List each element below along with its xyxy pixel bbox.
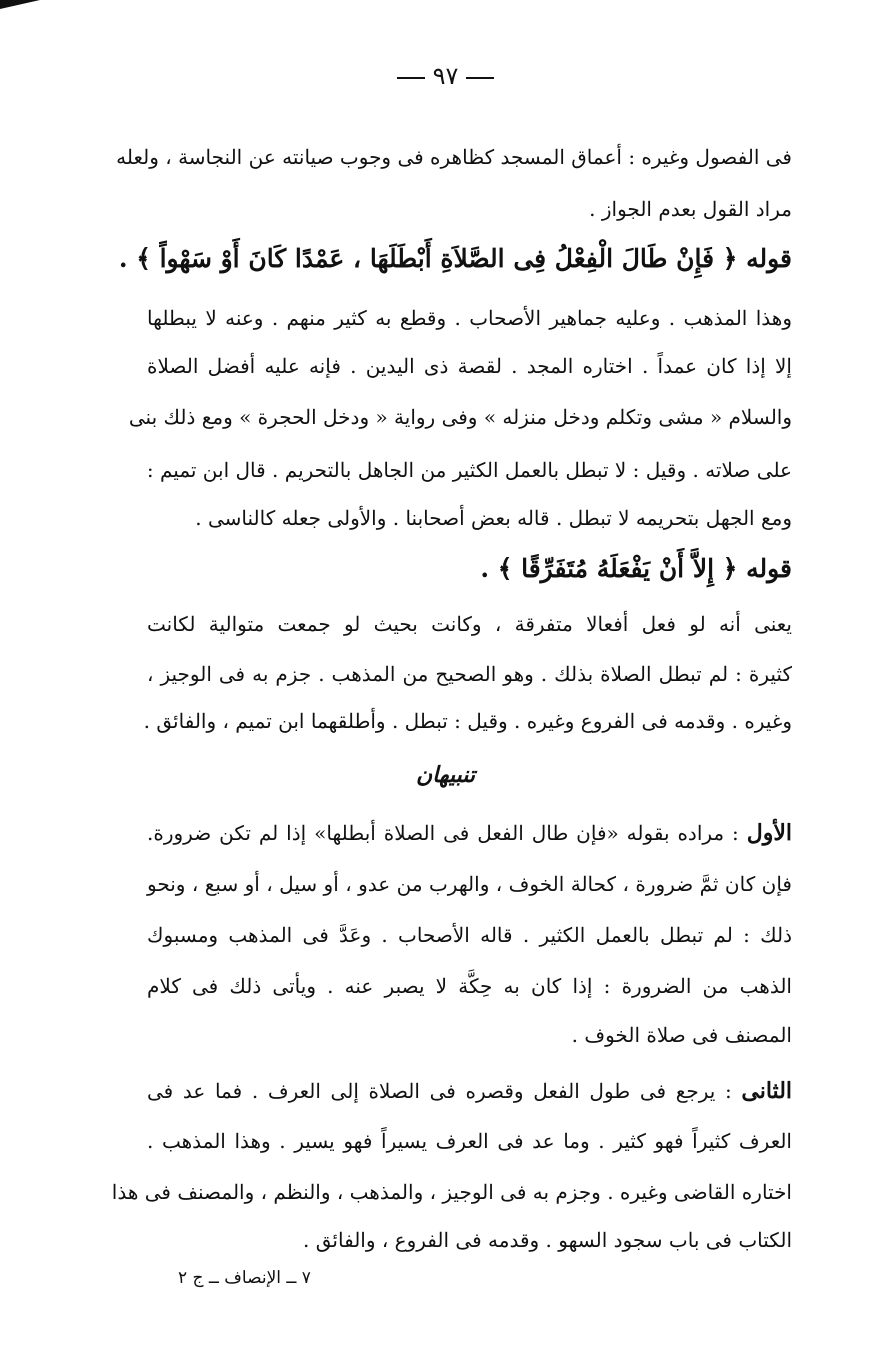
section-1-line-4: على صلاته . وقيل : لا تبطل بالعمل الكثير من الجاهل بالتحريم . قال ابن تميم :	[146, 458, 792, 482]
notice-1-text-1: : مراده بقوله «فإن طال الفعل فى الصلاة أبطلها» إذا لم تكن ضرورة.	[147, 821, 739, 845]
section-1-line-2: إلا إذا كان عمداً . اختاره المجد . لقصة ذى اليدين . فإنه عليه أفضل الصلاة	[147, 354, 792, 378]
notice-1-lead: الأول	[746, 820, 793, 846]
notice-2-line-3: اختاره القاضى وغيره . وجزم به فى الوجيز ، والمذهب ، والنظم ، والمصنف فى هذا	[111, 1180, 792, 1204]
heading-1-quote: ﴿ فَإِنْ طَالَ الْفِعْلُ فِى الصَّلاَةِ أَبْطَلَهَا ، عَمْدًا كَانَ أَوْ سَهْواً ﴾ .	[118, 244, 738, 273]
section-1-line-1: وهذا المذهب . وعليه جماهير الأصحاب . وقطع به كثير منهم . وعنه لا يبطلها	[147, 306, 792, 330]
notices-title: تنبيهان	[415, 762, 476, 788]
notice-1-line-2: فإن كان ثمَّ ضرورة ، كحالة الخوف ، والهرب من عدو ، أو سيل ، أو سبع ، ونحو	[147, 872, 792, 896]
notice-2-lead: الثانى	[741, 1078, 793, 1104]
body-line-2: مراد القول بعدم الجواز .	[589, 197, 792, 221]
quoted-heading-1	[118, 240, 792, 280]
notice-1-line-3: ذلك : لم تبطل بالعمل الكثير . قاله الأصحاب . وعَدَّ فى المذهب ومسبوك	[147, 923, 792, 947]
notice-1-line-5: المصنف فى صلاة الخوف .	[571, 1023, 792, 1047]
section-2-line-3: وغيره . وقدمه فى الفروع وغيره . وقيل : تبطل . وأطلقهما ابن تميم ، والفائق .	[143, 709, 792, 733]
notice-1-line-4: الذهب من الضرورة : إذا كان به حِكَّة لا يصبر عنه . ويأتى ذلك فى كلام	[147, 974, 792, 998]
heading-1-prefix: قوله	[746, 244, 792, 273]
corner-mark	[0, 0, 40, 9]
notice-2-line-2: العرف كثيراً فهو كثير . وما عد فى العرف يسيراً فهو يسير . وهذا المذهب .	[147, 1129, 792, 1153]
heading-2-quote: ﴿ إِلاَّ أَنْ يَفْعَلَهُ مُتَفَرِّقًا ﴾ .	[480, 554, 738, 583]
notice-1-line-1	[147, 818, 792, 850]
section-1-line-5: ومع الجهل بتحريمه لا تبطل . قاله بعض أصحابنا . والأولى جعله كالناسى .	[195, 506, 792, 530]
notice-2-line-1	[147, 1076, 792, 1108]
footer-signature: ٧ ــ الإنصاف ــ ج ٢	[178, 1268, 311, 1288]
notice-2-line-4: الكتاب فى باب سجود السهو . وقدمه فى الفروع ، والفائق .	[303, 1228, 792, 1252]
body-line-1: فى الفصول وغيره : أعماق المسجد كظاهره فى وجوب صيانته عن النجاسة ، ولعله	[116, 145, 792, 169]
section-2-line-2: كثيرة : لم تبطل الصلاة بذلك . وهو الصحيح من المذهب . جزم به فى الوجيز ،	[147, 662, 792, 686]
notice-2-text-1: : يرجع فى طول الفعل وقصره فى الصلاة إلى العرف . فما عد فى	[147, 1079, 732, 1103]
section-1-line-3: والسلام « مشى وتكلم ودخل منزله » وفى رواية « ودخل الحجرة » ومع ذلك بنى	[128, 405, 792, 429]
page-number: ٩٧	[0, 62, 891, 90]
heading-2-prefix: قوله	[746, 554, 792, 583]
quoted-heading-2	[147, 550, 792, 590]
section-2-line-1: يعنى أنه لو فعل أفعالا متفرقة ، وكانت بحيث لو جمعت متوالية لكانت	[147, 612, 792, 636]
